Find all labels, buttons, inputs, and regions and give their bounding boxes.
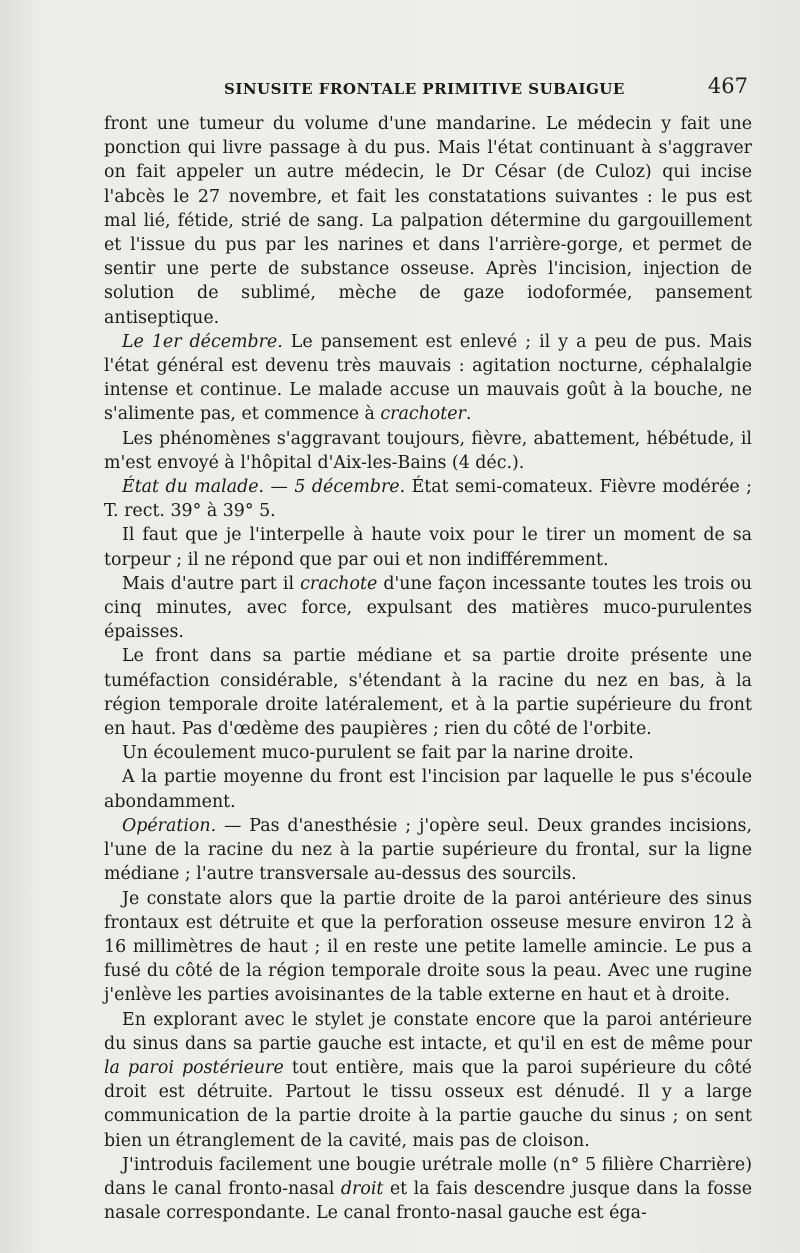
paragraph: Mais d'autre part il crachote d'une façon incessante toutes les trois ou cinq minutes, avec force, expulsant des matières muco-purulentes épaisses. (104, 573, 752, 643)
page-number: 467 (707, 74, 748, 98)
paragraph: Les phénomènes s'aggravant toujours, fièvre, abattement, hébétude, il m'est envoyé à l'hôpital d'Aix-les-Bains (4 déc.). (104, 428, 752, 473)
paragraph: front une tumeur du volume d'une mandarine. Le médecin y fait une ponction qui livre passage à du pus. Mais l'état continuant à s'aggraver on fait appeler un autre médecin, le Dr César (de Culoz) qui incise l'abcès le 27 novembre, et fait les constatations suivantes : le pus est mal lié, fétide, strié de sang. La palpation détermine du gargouillement et l'issue du pus par les narines et dans l'arrière-gorge, et permet de sentir une perte de substance osseuse. Après l'incision, injection de solution de sublimé, mèche de gaze iodoformée, pansement antiseptique. (104, 114, 752, 328)
paragraph: A la partie moyenne du front est l'incision par laquelle le pus s'écoule abondamment. (104, 767, 752, 812)
page-header (104, 72, 752, 112)
paragraph: Le 1er décembre. Le pansement est enlevé ; il y a peu de pus. Mais l'état général est devenu très mauvais : agitation nocturne, céphalalgie intense et continue. Le malade accuse un mauvais goût à la bouche, ne s'alimente pas, et commence à crachoter. (104, 331, 753, 425)
paragraph: J'introduis facilement une bougie urétrale molle (n° 5 filière Charrière) dans le canal fronto-nasal droit et la fais descendre jusque dans la fosse nasale correspondante. Le canal fronto-nasal gauche est éga- (104, 1154, 752, 1224)
paragraph: Il faut que je l'interpelle à haute voix pour le tirer un moment de sa torpeur ; il ne répond que par oui et non indifféremment. (104, 525, 752, 570)
body-text (104, 112, 752, 1225)
paragraph: En explorant avec le stylet je constate encore que la paroi antérieure du sinus dans sa partie gauche est intacte, et qu'il en est de même pour la paroi postérieure tout entière, mais que la paroi supérieure du côté droit est détruite. Partout le tissu osseux est dénudé. Il y a large communication de la partie droite à la partie gauche du sinus ; on sent bien un étranglement de la cavité, mais pas de cloison. (104, 1009, 752, 1151)
paragraph: Je constate alors que la partie droite de la paroi antérieure des sinus frontaux est détruite et que la perforation osseuse mesure environ 12 à 16 millimètres de haut ; il en reste une petite lamelle amincie. Le pus a fusé du côté de la région temporale droite sous la peau. Avec une rugine j'enlève les parties avoisinantes de la table externe en haut et à droite. (104, 888, 752, 1006)
paragraph: Le front dans sa partie médiane et sa partie droite présente une tuméfaction considérable, s'étendant à la racine du nez en bas, à la région temporale droite latéralement, et à la partie supérieure du front en haut. Pas d'œdème des paupières ; rien du côté de l'orbite. (104, 646, 752, 740)
paragraph: Opération. — Pas d'anesthésie ; j'opère seul. Deux grandes incisions, l'une de la racine du nez à la partie supérieure du frontal, sur la ligne médiane ; l'autre transversale au-dessus des sourcils. (104, 815, 753, 885)
running-head: SINUSITE FRONTALE PRIMITIVE SUBAIGUE (224, 80, 625, 98)
paragraph: Un écoulement muco-purulent se fait par la narine droite. (122, 743, 634, 764)
paragraph: État du malade. — 5 décembre. État semi-comateux. Fièvre modérée ; T. rect. 39° à 39° 5. (104, 477, 752, 522)
